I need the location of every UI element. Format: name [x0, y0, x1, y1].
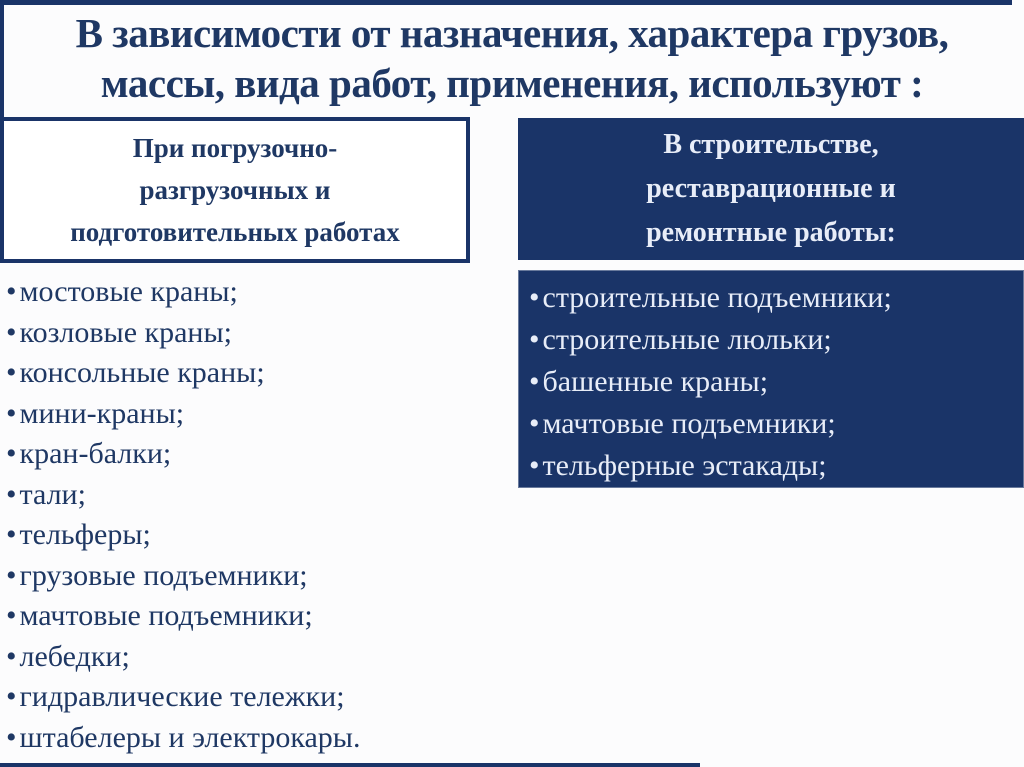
slide-bottom-line [0, 763, 700, 767]
list-item [529, 277, 1023, 319]
slide-top-border [0, 0, 1012, 5]
left-equipment-list [6, 272, 476, 758]
bullet-icon: • [6, 396, 17, 430]
bullet-icon: • [529, 407, 540, 440]
list-item-label: кран-балки; [19, 437, 172, 470]
list-item-label: мачтовые подъемники; [19, 599, 313, 632]
list-item-label: грузовые подъемники; [19, 558, 308, 592]
list-item-label: тельферные эстакады; [542, 449, 827, 482]
bullet-icon: • [6, 720, 17, 754]
list-item [6, 677, 476, 718]
bullet-icon: • [6, 680, 17, 713]
right-header-line-1: В строительстве, [663, 129, 879, 160]
right-column-header-box [518, 118, 1024, 260]
bullet-icon: • [529, 281, 540, 314]
bullet-icon: • [6, 437, 17, 470]
left-column-header-box [0, 117, 470, 263]
bullet-icon: • [6, 639, 17, 673]
list-item-label: штабелеры и электрокары. [19, 720, 361, 754]
bullet-icon: • [6, 518, 17, 551]
list-item [6, 596, 476, 637]
left-header-line-2: разгрузочных и [139, 175, 331, 205]
bullet-icon: • [6, 477, 17, 511]
left-column-header-text [70, 127, 400, 253]
bullet-icon: • [6, 599, 17, 632]
list-item-label: мостовые краны; [19, 275, 238, 308]
right-header-line-3: ремонтные работы: [646, 217, 896, 248]
list-item [6, 637, 476, 678]
list-item [529, 361, 1023, 403]
list-item-label: башенные краны; [542, 365, 769, 398]
list-item [6, 272, 476, 313]
list-item-label: мачтовые подъемники; [542, 407, 836, 440]
left-header-line-3: подготовительных работах [70, 217, 400, 247]
list-item [6, 475, 476, 516]
list-item-label: консольные краны; [19, 356, 265, 389]
slide-title-line-2: массы, вида работ, применения, используют : [100, 60, 924, 106]
list-item [529, 403, 1023, 445]
slide-title-line-1: В зависимости от назначения, характера грузов, [75, 10, 949, 56]
list-item-label: тали; [19, 477, 86, 511]
right-header-line-2: реставрационные и [646, 173, 896, 204]
bullet-icon: • [6, 275, 17, 308]
list-item-label: тельферы; [19, 518, 151, 551]
list-item [529, 319, 1023, 361]
list-item [6, 313, 476, 354]
left-header-line-1: При погрузочно- [132, 133, 338, 163]
list-item [529, 445, 1023, 487]
bullet-icon: • [529, 323, 540, 356]
list-item [6, 353, 476, 394]
list-item-label: козловые краны; [19, 315, 232, 349]
list-item [6, 394, 476, 435]
list-item [6, 434, 476, 475]
slide-title [8, 8, 1016, 108]
list-item-label: гидравлические тележки; [19, 680, 345, 713]
bullet-icon: • [6, 356, 17, 389]
right-column-header-text [646, 123, 896, 255]
bullet-icon: • [529, 365, 540, 398]
list-item-label: строительные подъемники; [542, 281, 892, 314]
bullet-icon: • [529, 449, 540, 482]
list-item-label: строительные люльки; [542, 323, 832, 356]
list-item [6, 515, 476, 556]
list-item-label: мини-краны; [19, 396, 185, 430]
list-item-label: лебедки; [19, 639, 130, 673]
bullet-icon: • [6, 315, 17, 349]
list-item [6, 718, 476, 759]
right-equipment-list [518, 270, 1024, 488]
list-item [6, 556, 476, 597]
bullet-icon: • [6, 558, 17, 592]
